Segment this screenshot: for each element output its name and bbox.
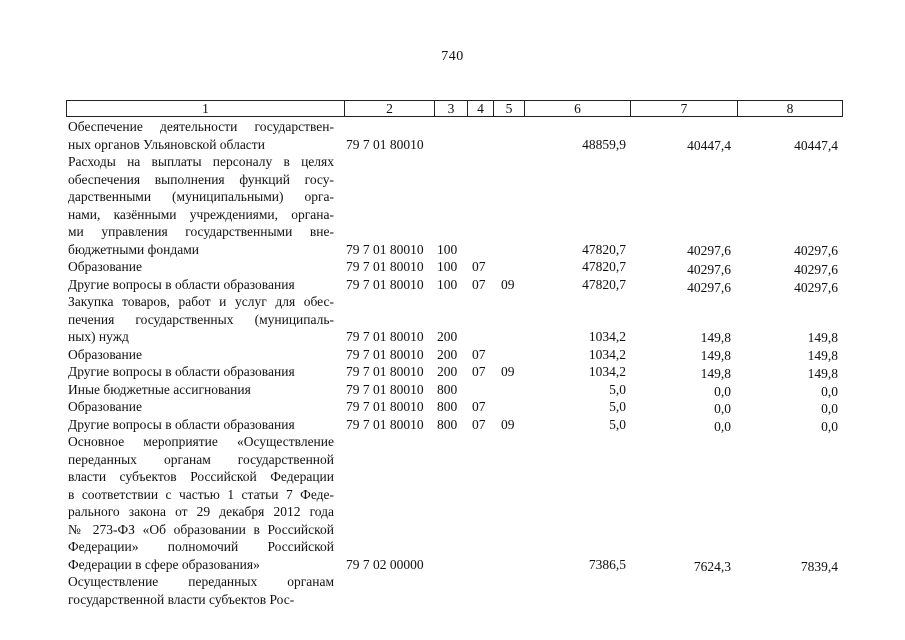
- description-line: печения государственных (муниципаль-: [68, 311, 334, 327]
- row-description: [68, 381, 334, 399]
- description-line: бюджетными фондами: [68, 241, 199, 257]
- row-expense-type: 200: [437, 346, 458, 362]
- row-value-col8: 149,8: [807, 348, 838, 363]
- row-code: 79 7 01 80010: [346, 381, 424, 397]
- description-line: нами, казёнными учреждениями, органа-: [68, 206, 334, 222]
- header-col-6: 6: [525, 101, 631, 116]
- row-value-col7: 0,0: [714, 401, 731, 416]
- row-value-col6: 47820,7: [582, 276, 626, 292]
- row-code: 79 7 02 00000: [346, 556, 424, 572]
- header-col-4: 4: [468, 101, 494, 116]
- row-value-col6: 5,0: [609, 399, 626, 414]
- row-value-col7: 0,0: [714, 418, 731, 434]
- description-line: Федерации в сфере образования»: [68, 556, 260, 572]
- row-expense-type: 100: [437, 259, 458, 274]
- description-line: № 273-ФЗ «Об образовании в Российской: [68, 521, 334, 537]
- row-code: 79 7 01 80010: [346, 346, 424, 362]
- description-line: Другие вопросы в области образования: [68, 364, 295, 379]
- row-section: 07: [472, 416, 486, 432]
- header-col-1: 1: [67, 101, 345, 116]
- description-line: ми управления государственными вне-: [68, 224, 334, 239]
- description-line: в соответствии с частью 1 статьи 7 Феде-: [68, 486, 334, 502]
- row-value-col6: 1034,2: [588, 346, 626, 362]
- row-value-col6: 48859,9: [582, 136, 626, 152]
- description-line: Иные бюджетные ассигнования: [68, 381, 251, 397]
- row-code: 79 7 01 80010: [346, 276, 424, 292]
- row-code: 79 7 01 80010: [346, 364, 424, 379]
- description-line: Осуществление переданных органам: [68, 574, 334, 589]
- description-line: Другие вопросы в области образования: [68, 416, 295, 432]
- row-value-col7: 40297,6: [687, 279, 731, 295]
- row-description: [68, 276, 334, 294]
- row-description: [68, 363, 334, 381]
- row-value-col8: 149,8: [807, 366, 838, 381]
- description-line: Образование: [68, 399, 142, 414]
- row-value-col7: 40297,6: [687, 262, 731, 277]
- header-col-2: 2: [345, 101, 435, 116]
- row-expense-type: 800: [437, 416, 458, 432]
- description-line: дарственными (муниципальными) орга-: [68, 189, 334, 204]
- row-code: 79 7 01 80010: [346, 241, 424, 257]
- description-line: Обеспечение деятельности государствен-: [68, 119, 334, 134]
- description-line: Федерации» полномочий Российской: [68, 539, 334, 554]
- row-code: 79 7 01 80010: [346, 329, 424, 344]
- row-value-col6: 7386,5: [588, 556, 626, 572]
- row-section: 07: [472, 259, 486, 274]
- row-code: 79 7 01 80010: [346, 136, 424, 152]
- row-description: [68, 416, 334, 434]
- row-code: 79 7 01 80010: [346, 399, 424, 414]
- row-value-col6: 47820,7: [582, 241, 626, 257]
- description-line: власти субъектов Российской Федерации: [68, 469, 334, 484]
- row-section: 07: [472, 399, 486, 414]
- row-expense-type: 100: [437, 241, 458, 257]
- row-description: [68, 398, 334, 416]
- row-value-col7: 149,8: [700, 348, 731, 363]
- row-expense-type: 800: [437, 399, 458, 414]
- row-value-col7: 149,8: [700, 330, 731, 345]
- row-description: [68, 118, 334, 153]
- row-value-col8: 149,8: [807, 330, 838, 345]
- row-section: 07: [472, 346, 486, 362]
- row-description: [68, 346, 334, 364]
- row-value-col6: 5,0: [609, 416, 626, 432]
- row-code: 79 7 01 80010: [346, 416, 424, 432]
- header-col-8: 8: [786, 101, 794, 116]
- row-value-col8: 40447,4: [794, 137, 838, 153]
- description-line: Закупка товаров, работ и услуг для обес-: [68, 294, 334, 309]
- row-description: [68, 293, 334, 346]
- row-value-col7: 40297,6: [687, 242, 731, 258]
- row-value-col7: 0,0: [714, 383, 731, 399]
- description-line: Другие вопросы в области образования: [68, 276, 295, 292]
- row-description: [68, 573, 334, 608]
- description-line: государственной власти субъектов Рос-: [68, 591, 295, 607]
- row-subsection: 09: [501, 364, 515, 379]
- description-line: переданных органам государственной: [68, 451, 334, 467]
- row-value-col6: 5,0: [609, 381, 626, 397]
- description-line: Расходы на выплаты персоналу в целях: [68, 154, 334, 169]
- description-line: Образование: [68, 346, 142, 362]
- page-number: 740: [441, 49, 464, 64]
- row-value-col6: 47820,7: [582, 259, 626, 274]
- row-value-col6: 1034,2: [588, 364, 626, 379]
- description-line: Основное мероприятие «Осуществление: [68, 434, 334, 449]
- header-col-7: 7: [631, 101, 738, 116]
- row-value-col8: 7839,4: [800, 558, 838, 574]
- description-line: ных) нужд: [68, 329, 129, 344]
- row-section: 07: [472, 364, 486, 379]
- row-code: 79 7 01 80010: [346, 259, 424, 274]
- row-value-col8: 0,0: [821, 401, 838, 416]
- description-line: ных органов Ульяновской области: [68, 136, 265, 152]
- row-value-col8: 40297,6: [794, 242, 838, 258]
- row-value-col7: 7624,3: [693, 558, 731, 574]
- row-description: [68, 258, 334, 276]
- row-description: [68, 153, 334, 258]
- description-line: обеспечения выполнения функций госу-: [68, 171, 334, 187]
- row-subsection: 09: [501, 416, 515, 432]
- header-col-3: 3: [435, 101, 468, 116]
- row-section: 07: [472, 276, 486, 292]
- row-subsection: 09: [501, 276, 515, 292]
- row-value-col6: 1034,2: [588, 329, 626, 344]
- row-expense-type: 200: [437, 364, 458, 379]
- row-expense-type: 200: [437, 329, 458, 344]
- row-expense-type: 800: [437, 381, 458, 397]
- row-value-col8: 0,0: [821, 418, 838, 434]
- description-line: Образование: [68, 259, 142, 274]
- row-description: [68, 433, 334, 573]
- row-value-col7: 40447,4: [687, 137, 731, 153]
- description-line: рального закона от 29 декабря 2012 года: [68, 504, 334, 519]
- row-expense-type: 100: [437, 276, 458, 292]
- row-value-col8: 40297,6: [794, 262, 838, 277]
- row-value-col7: 149,8: [700, 366, 731, 381]
- row-value-col8: 0,0: [821, 383, 838, 399]
- row-value-col8: 40297,6: [794, 279, 838, 295]
- header-col-5: 5: [494, 101, 525, 116]
